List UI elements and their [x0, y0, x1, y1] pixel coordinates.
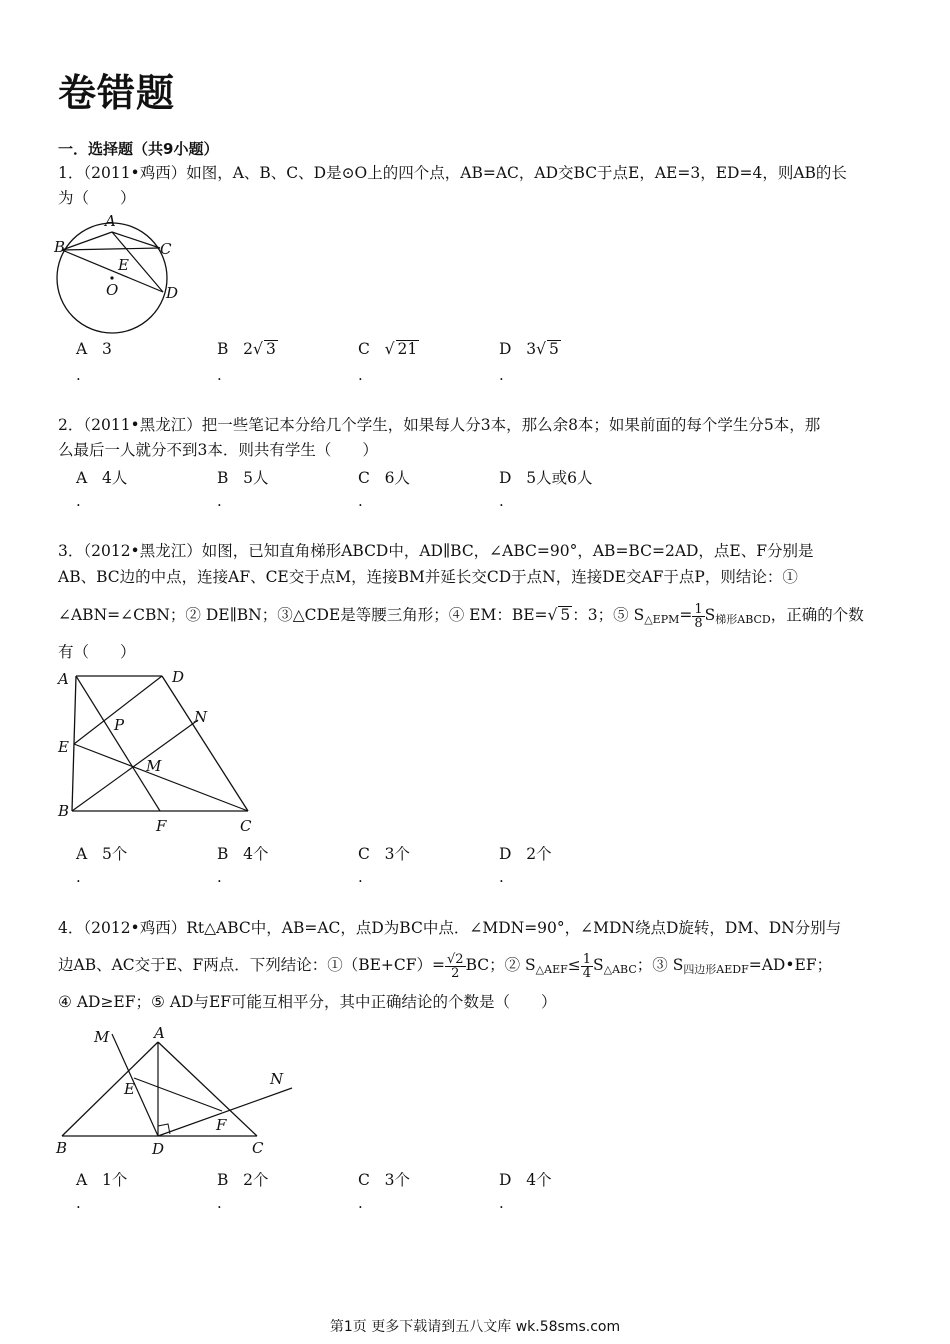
q4-text-line3: ④ AD≥EF；⑤ AD与EF可能互相平分，其中正确结论的个数是（ ） — [58, 993, 557, 1011]
q4-fraction-quarter: $\frac{1}{4}$ — [582, 951, 592, 981]
q2-text-line1: 2．（2011•黑龙江）把一些笔记本分给几个学生，如果每人分3本，那么余8本；如果前面的每个学生分5本，那 — [58, 416, 821, 434]
q4-label-n: N — [270, 1070, 284, 1088]
q3-dot-b: . — [217, 868, 222, 886]
q4-dot-d: . — [499, 1194, 504, 1212]
q1-option-b[interactable]: B 2√ 3 — [217, 340, 276, 358]
q1-dot-d: . — [499, 366, 504, 384]
q1-dot-c: . — [358, 366, 363, 384]
q4-dot-c: . — [358, 1194, 363, 1212]
q1-label-e: E — [118, 256, 129, 274]
q3-text-line3: ∠ABN=∠CBN；② DE∥BN；③△CDE是等腰三角形；④ EM：BE=√ 5 ：3；⑤ $S_{\triangle EPM}=$ $\frac{1}{8}$ $S_{梯形ABCD}$，正确的个数 — [58, 601, 864, 631]
q2-option-c[interactable]: C 6人 — [358, 469, 411, 487]
q4-option-c[interactable]: C 3个 — [358, 1171, 411, 1189]
q3-text-line2: AB、BC边的中点，连接AF、CE交于点M，连接BM并延长交CD于点N，连接DE交AF于点P，则结论：① — [58, 568, 798, 586]
q4-label-m: M — [94, 1028, 110, 1046]
q2-dot-a: . — [76, 492, 81, 510]
q2-option-d[interactable]: D 5人或6人 — [499, 469, 593, 487]
q4-label-c: C — [252, 1139, 264, 1157]
q1-text-line2: 为（ ） — [58, 189, 136, 207]
q1-text-line1: 1．（2011•鸡西）如图，A、B、C、D是⊙O上的四个点，AB=AC，AD交BC于点E，AE=3，ED=4，则AB的长 — [58, 164, 847, 182]
q1-label-d: D — [166, 284, 179, 302]
section-heading: 一．选择题（共9小题） — [58, 140, 219, 158]
q3-fraction: $\frac{1}{8}$ — [694, 601, 703, 631]
q2-dot-c: . — [358, 492, 363, 510]
q4-label-e: E — [124, 1080, 135, 1098]
q3-option-c[interactable]: C 3个 — [358, 845, 411, 863]
q1-label-a: A — [105, 212, 116, 230]
q1-option-c[interactable]: C √ 21 — [358, 340, 418, 358]
q1-dot-b: . — [217, 366, 222, 384]
q4-dot-a: . — [76, 1194, 81, 1212]
q4-text-line1: 4．（2012•鸡西）Rt△ABC中，AB=AC，点D为BC中点．∠MDN=90°，∠MDN绕点D旋转，DM、DN分别与 — [58, 919, 842, 937]
q3-trapezoid-figure — [52, 668, 272, 838]
q3-label-f: F — [156, 817, 167, 835]
q4-label-d: D — [152, 1140, 165, 1158]
q4-label-f: F — [216, 1116, 227, 1134]
q1-option-d[interactable]: D 3√ 5 — [499, 340, 559, 358]
q3-label-b: B — [58, 802, 70, 820]
q3-option-a[interactable]: A 5个 — [76, 845, 128, 863]
q2-text-line2: 么最后一人就分不到3本．则共有学生（ ） — [58, 441, 378, 459]
q4-fraction-sqrt2: $\frac{√2}{2}$ — [447, 951, 464, 981]
page-title: 卷错题 — [58, 71, 176, 115]
q3-dot-d: . — [499, 868, 504, 886]
q4-label-b: B — [56, 1139, 68, 1157]
q3-text-line4: 有（ ） — [58, 643, 136, 661]
q4-label-a: A — [154, 1026, 165, 1042]
page-footer: 第1页 更多下载请到五八文库 wk.58sms.com — [329, 1319, 621, 1335]
q2-dot-d: . — [499, 492, 504, 510]
q4-option-a[interactable]: A 1个 — [76, 1171, 128, 1189]
q3-label-e: E — [58, 738, 69, 756]
q3-label-p: P — [114, 716, 125, 734]
q4-text-line2: 边AB、AC交于E、F两点．下列结论：①（BE+CF）= $\frac{√2}{2}$ BC；② $S_{\triangle AEF}\le$ $\frac{1}{4}$ $S_{\triangle ABC}$；③ $S_{四边形AEDF}=AD•EF$； — [58, 951, 833, 981]
q1-label-c: C — [160, 240, 172, 258]
q4-option-d[interactable]: D 4个 — [499, 1171, 552, 1189]
q4-triangle-figure — [52, 1026, 302, 1160]
q2-dot-b: . — [217, 492, 222, 510]
q1-label-o: O — [106, 281, 119, 299]
q3-text-line1: 3．（2012•黑龙江）如图，已知直角梯形ABCD中，AD∥BC，∠ABC=90°，AB=BC=2AD，点E、F分别是 — [58, 542, 814, 560]
q2-option-b[interactable]: B 5人 — [217, 469, 269, 487]
q3-label-m: M — [146, 757, 162, 775]
q3-label-d: D — [172, 668, 185, 686]
q3-option-b[interactable]: B 4个 — [217, 845, 269, 863]
q3-option-d[interactable]: D 2个 — [499, 845, 552, 863]
q1-label-b: B — [54, 238, 66, 256]
q3-dot-a: . — [76, 868, 81, 886]
q1-option-a[interactable]: A 3 — [76, 340, 112, 358]
q3-label-c: C — [240, 817, 252, 835]
q3-dot-c: . — [358, 868, 363, 886]
q4-option-b[interactable]: B 2个 — [217, 1171, 269, 1189]
q1-dot-a: . — [76, 366, 81, 384]
q2-option-a[interactable]: A 4人 — [76, 469, 128, 487]
q3-label-a: A — [58, 670, 69, 688]
q4-dot-b: . — [217, 1194, 222, 1212]
q1-circle-figure — [50, 210, 190, 340]
q3-label-n: N — [194, 708, 208, 726]
